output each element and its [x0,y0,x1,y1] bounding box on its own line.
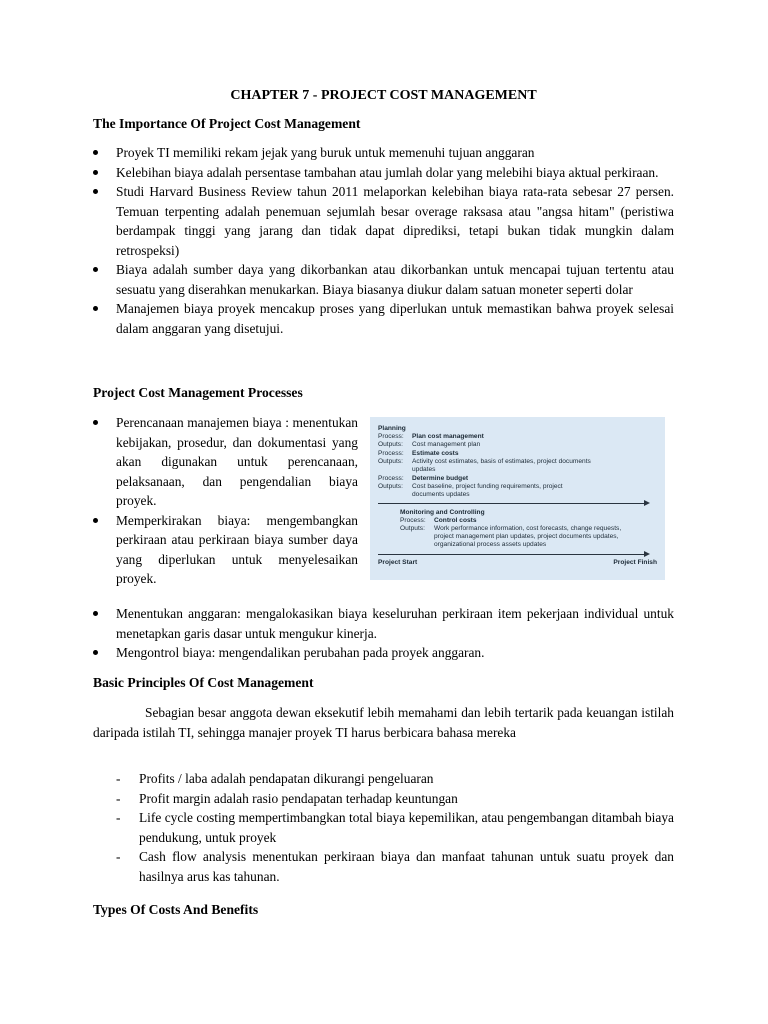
figure-monitoring-label: Monitoring and Controlling [400,509,485,516]
dash-marker: - [116,849,121,864]
dash-marker: - [116,810,121,825]
list-item: Memperkirakan biaya: mengembangkan perkiraan atau perkiraan biaya sumber daya yang diperlukan untuk menyelesaikan proyek. [93,511,358,589]
bullet-icon [93,611,98,616]
figure-row: organizational process assets updates [434,541,547,548]
list-item: - Profit margin adalah rasio pendapatan terhadap keuntungan [93,789,674,809]
bullet-icon [93,150,98,155]
importance-bullet-list [93,143,674,338]
section-heading-principles: Basic Principles Of Cost Management [93,675,314,690]
principles-dash-list [93,769,674,886]
figure-row: Process: Plan cost management [378,433,484,440]
figure-row: Process: Control costs [400,517,477,524]
cost-process-figure [370,417,665,580]
bullet-icon [93,650,98,655]
figure-row: project management plan updates, project documents updates, [434,533,619,540]
bullet-icon [93,189,98,194]
principles-paragraph: Sebagian besar anggota dewan eksekutif lebih memahami dan lebih tertarik pada keuangan istilah daripada istilah TI, sehingga manajer proyek TI harus berbicara bahasa mereka [93,705,674,740]
chapter-title: CHAPTER 7 - PROJECT COST MANAGEMENT [230,88,537,103]
list-item: Studi Harvard Business Review tahun 2011 melaporkan kelebihan biaya rata-rata sebesar 27 persen. Temuan terpenting adalah penemuan sejumlah besar overage raksasa atau "angsa hitam" (peristiwa berdampak tinggi yang jarang dan tidak dapat diprediksi, tetapi bukan tidak mungkin dalam retrospeksi) [93,182,674,260]
timeline-arrow [378,554,648,555]
figure-planning-label: Planning [378,425,406,432]
bullet-icon [93,518,98,523]
bullet-icon [93,420,98,425]
list-item: Proyek TI memiliki rekam jejak yang buruk untuk memenuhi tujuan anggaran [93,143,674,163]
bullet-icon [93,306,98,311]
figure-row: Process: Determine budget [378,475,469,482]
figure-row: Outputs: Cost baseline, project funding requirements, project [378,483,563,490]
figure-row: updates [412,466,436,473]
list-item: Perencanaan manajemen biaya : menentukan kebijakan, prosedur, dan dokumentasi yang akan digunakan untuk perencanaan, pelaksanaan, dan pengendalian biaya proyek. [93,413,358,511]
processes-bullet-list-narrow [93,413,358,589]
list-item: Biaya adalah sumber daya yang dikorbankan atau dikorbankan untuk mencapai tujuan tertentu atau sesuatu yang diserahkan menukarkan. Biaya biasanya diukur dalam satuan moneter seperti dolar [93,260,674,299]
bullet-icon [93,267,98,272]
dash-marker: - [116,790,121,806]
section-heading-importance: The Importance Of Project Cost Management [93,116,361,131]
figure-row: Outputs: Work performance information, cost forecasts, change requests, [400,525,622,532]
planning-arrow [378,503,648,504]
section-heading-types: Types Of Costs And Benefits [93,902,259,917]
list-item: Menentukan anggaran: mengalokasikan biaya keseluruhan perkiraan item pekerjaan individual untuk menetapkan garis dasar untuk mengukur kinerja. [93,604,674,643]
list-item: Manajemen biaya proyek mencakup proses yang diperlukan untuk memastikan bahwa proyek selesai dalam anggaran yang disetujui. [93,299,674,338]
figure-row: Outputs: Cost management plan [378,441,481,448]
list-item: - Life cycle costing mempertimbangkan total biaya kepemilikan, atau pengembangan ditambah biaya pendukung, untuk proyek [116,810,674,845]
figure-row: documents updates [412,491,470,498]
figure-row: Outputs: Activity cost estimates, basis of estimates, project documents [378,458,591,465]
dash-marker: - [116,771,121,786]
list-item: - Cash flow analysis menentukan perkiraan biaya dan manfaat tahunan untuk suatu proyek dan hasilnya arus kas tahunan. [116,849,674,884]
bullet-icon [93,170,98,175]
list-item: Kelebihan biaya adalah persentase tambahan atau jumlah dolar yang melebihi biaya aktual perkiraan. [93,163,674,183]
list-item: Mengontrol biaya: mengendalikan perubahan pada proyek anggaran. [93,643,674,663]
processes-bullet-list-wide [93,604,674,663]
project-start-label: Project Start [378,559,418,566]
list-item: - Profits / laba adalah pendapatan dikurangi pengeluaran [93,769,674,789]
project-finish-label: Project Finish [613,559,657,566]
figure-row: Process: Estimate costs [378,450,459,457]
section-heading-processes: Project Cost Management Processes [93,385,303,400]
